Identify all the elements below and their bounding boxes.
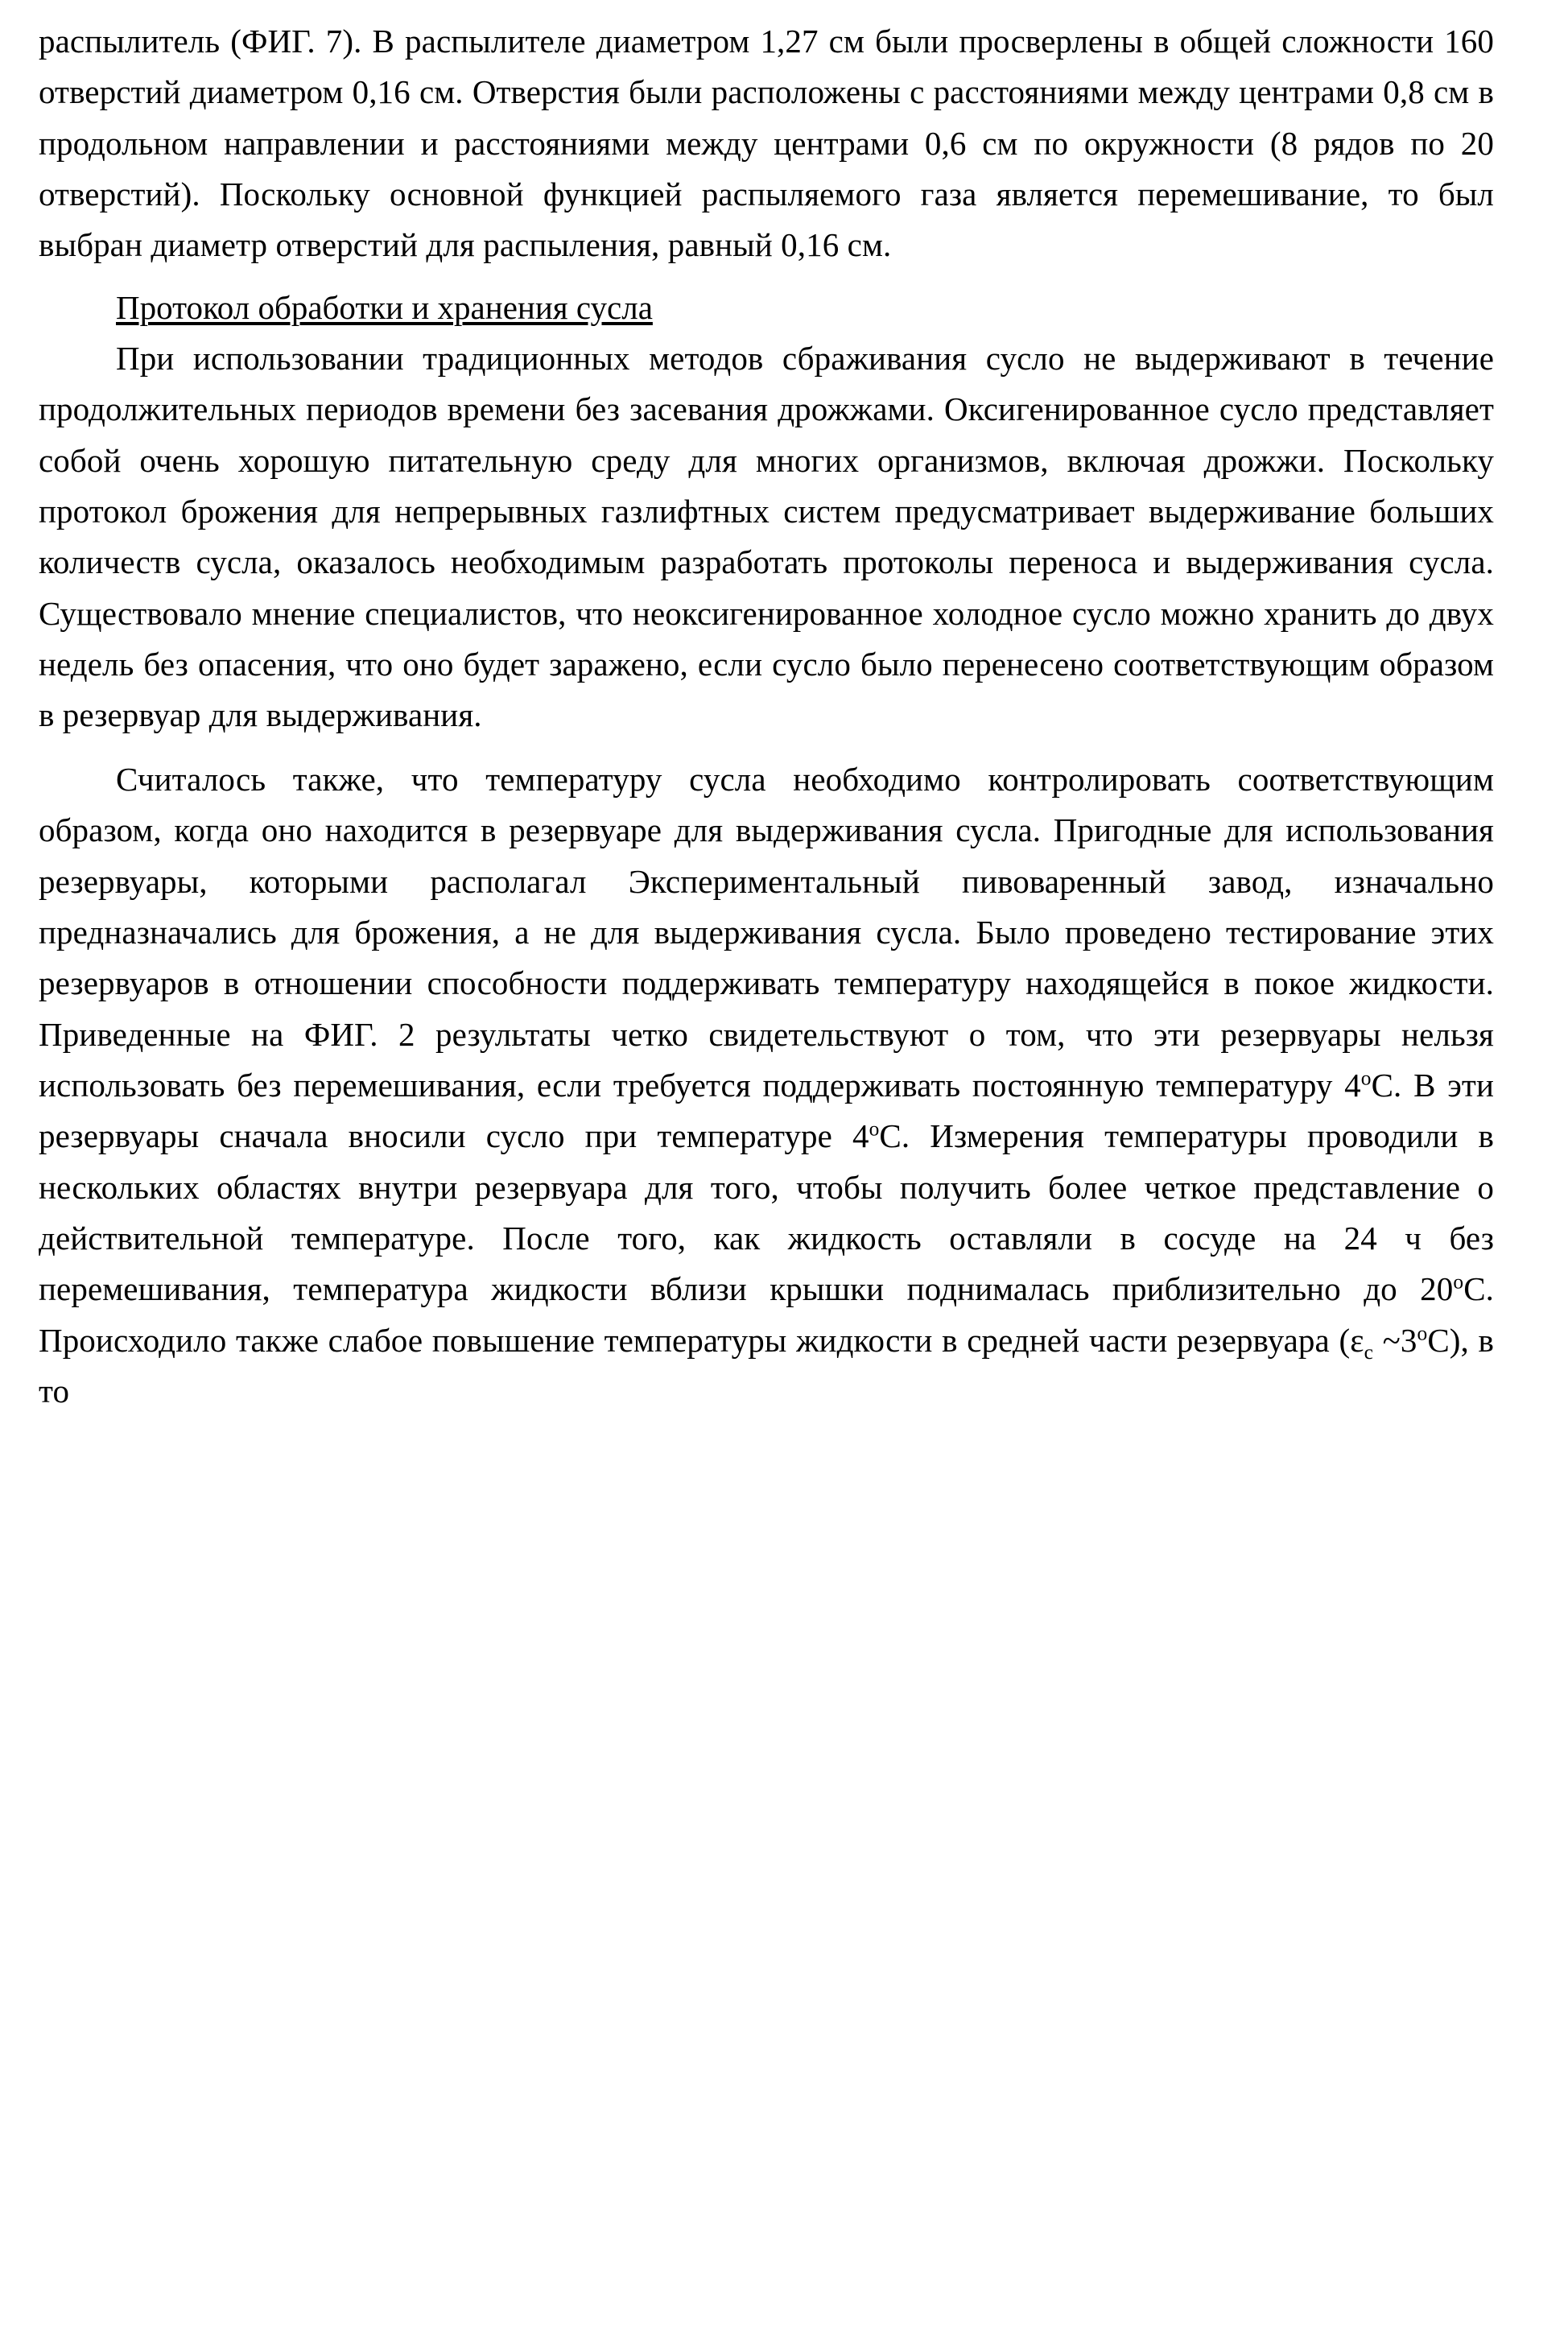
celsius-unit-4: C (1427, 1321, 1450, 1359)
fragment-after-temp-3: . Происходило также слабое повышение температуры жидкости в средней части резервуара (ε (39, 1270, 1494, 1359)
celsius-unit-3: C (1463, 1270, 1486, 1308)
degree-symbol-3: o (1453, 1270, 1464, 1294)
degree-symbol-4: o (1417, 1321, 1428, 1344)
section-heading-text: Протокол обработки и хранения сусла (116, 288, 653, 326)
paragraph-wort-holding: При использовании традиционных методов сбраживания сусло не выдерживают в течение продолжительных периодов времени без засевания дрожжами. Оксигенированное сусло представляет собой очень хорошую питательную среду для многих организмов, включая дрожжи. Поскольку протокол брожения для непрерывных газлифтных систем предусматривает выдерживание больших количеств сусла, оказалось необходимым разработать протоколы переноса и выдерживания сусла. Существовало мнение специалистов, что неоксигенированное холодное сусло можно хранить до двух недель без опасения, что оно будет заражено, если сусло было перенесено соответствующим образом в резервуар для выдерживания. (39, 340, 1494, 734)
epsilon-subscript: c (1364, 1340, 1373, 1364)
degree-symbol-1: o (1360, 1067, 1372, 1090)
fragment-after-temp-2: . Измерения температуры проводили в нескольких областях внутри резервуара для того, чтобы получить более четкое представление о действительной температуре. После того, как жидкость оставляли в сосуде на 24 ч без перемешивания, температура жидкости вблизи крышки поднималась приблизительно до 20 (39, 1117, 1494, 1308)
section-heading-wort-protocol (39, 283, 1494, 333)
paragraph-temperature-control (39, 754, 1494, 1417)
fragment-after-temp-1: . В эти резервуары сначала вносили сусло при температуре 4 (39, 1066, 1494, 1155)
paragraph-sparger: распылитель (ФИГ. 7). В распылителе диаметром 1,27 см были просверлены в общей сложности 160 отверстий диаметром 0,16 см. Отверстия были расположены с расстояниями между центрами 0,8 см в продольном направлении и расстояниями между центрами 0,6 см по окружности (8 рядов по 20 отверстий). Поскольку основной функцией распыляемого газа является перемешивание, то был выбран диаметр отверстий для распыления, равный 0,16 см. (39, 23, 1494, 264)
paragraph-temperature-lead: Считалось также, что температуру сусла необходимо контролировать соответствующим образом, когда оно находится в резервуаре для выдерживания сусла. Пригодные для использования резервуары, которыми располагал Экспериментальный пивоваренный завод, изначально предназначались для брожения, а не для выдерживания сусла. Было проведено тестирование этих резервуаров в отношении способности поддерживать температуру находящейся в покое жидкости. Приведенные на ФИГ. 2 результаты четко свидетельствуют о том, что эти резервуары нельзя использовать без перемешивания, если требуется поддерживать постоянную температуру 4 (39, 760, 1494, 1104)
fragment-tail: ), в то (39, 1321, 1495, 1410)
fragment-after-epsilon: ~3 (1372, 1321, 1417, 1359)
degree-symbol-2: o (869, 1117, 880, 1141)
celsius-unit-2: C (879, 1117, 902, 1155)
celsius-unit-1: C (1371, 1066, 1394, 1104)
